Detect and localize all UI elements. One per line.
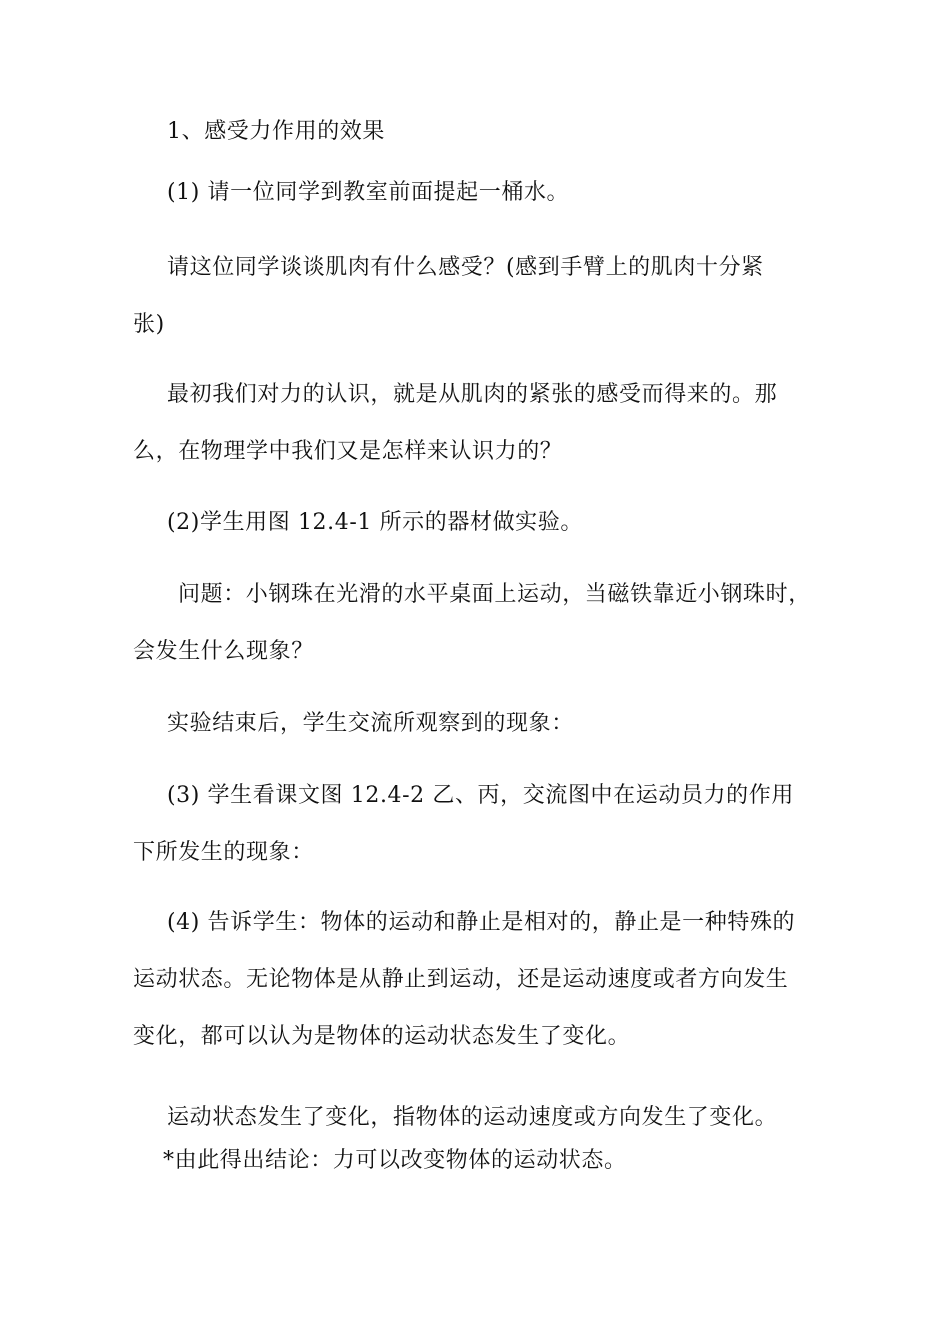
paragraph-step-4-line-2: 运动状态。无论物体是从静止到运动，还是运动速度或者方向发生 — [133, 967, 789, 992]
paragraph-feeling-line-1: 请这位同学谈谈肌肉有什么感受？(感到手臂上的肌肉十分紧 — [167, 255, 764, 280]
paragraph-origin-line-2: 么，在物理学中我们又是怎样来认识力的？ — [133, 439, 563, 464]
paragraph-step-1: (1) 请一位同学到教室前面提起一桶水。 — [167, 180, 570, 205]
paragraph-conclusion: *由此得出结论：力可以改变物体的运动状态。 — [163, 1148, 627, 1173]
section-heading: 1、感受力作用的效果 — [167, 119, 385, 144]
paragraph-feeling-line-2: 张) — [133, 312, 165, 337]
paragraph-step-3-line-2: 下所发生的现象： — [133, 840, 314, 865]
paragraph-question-line-1: 问题：小钢珠在光滑的水平桌面上运动，当磁铁靠近小钢珠时， — [178, 582, 811, 607]
paragraph-question-line-2: 会发生什么现象？ — [133, 639, 314, 664]
paragraph-step-4-line-1: (4) 告诉学生：物体的运动和静止是相对的，静止是一种特殊的 — [167, 910, 796, 935]
paragraph-step-3-line-1: (3) 学生看课文图 12.4-2 乙、丙，交流图中在运动员力的作用 — [167, 783, 794, 808]
paragraph-definition: 运动状态发生了变化，指物体的运动速度或方向发生了变化。 — [167, 1105, 778, 1130]
paragraph-origin-line-1: 最初我们对力的认识，就是从肌肉的紧张的感受而得来的。那 — [167, 382, 778, 407]
paragraph-observation: 实验结束后，学生交流所观察到的现象： — [167, 711, 574, 736]
paragraph-step-2: (2)学生用图 12.4-1 所示的器材做实验。 — [167, 510, 583, 535]
paragraph-step-4-line-3: 变化，都可以认为是物体的运动状态发生了变化。 — [133, 1024, 631, 1049]
